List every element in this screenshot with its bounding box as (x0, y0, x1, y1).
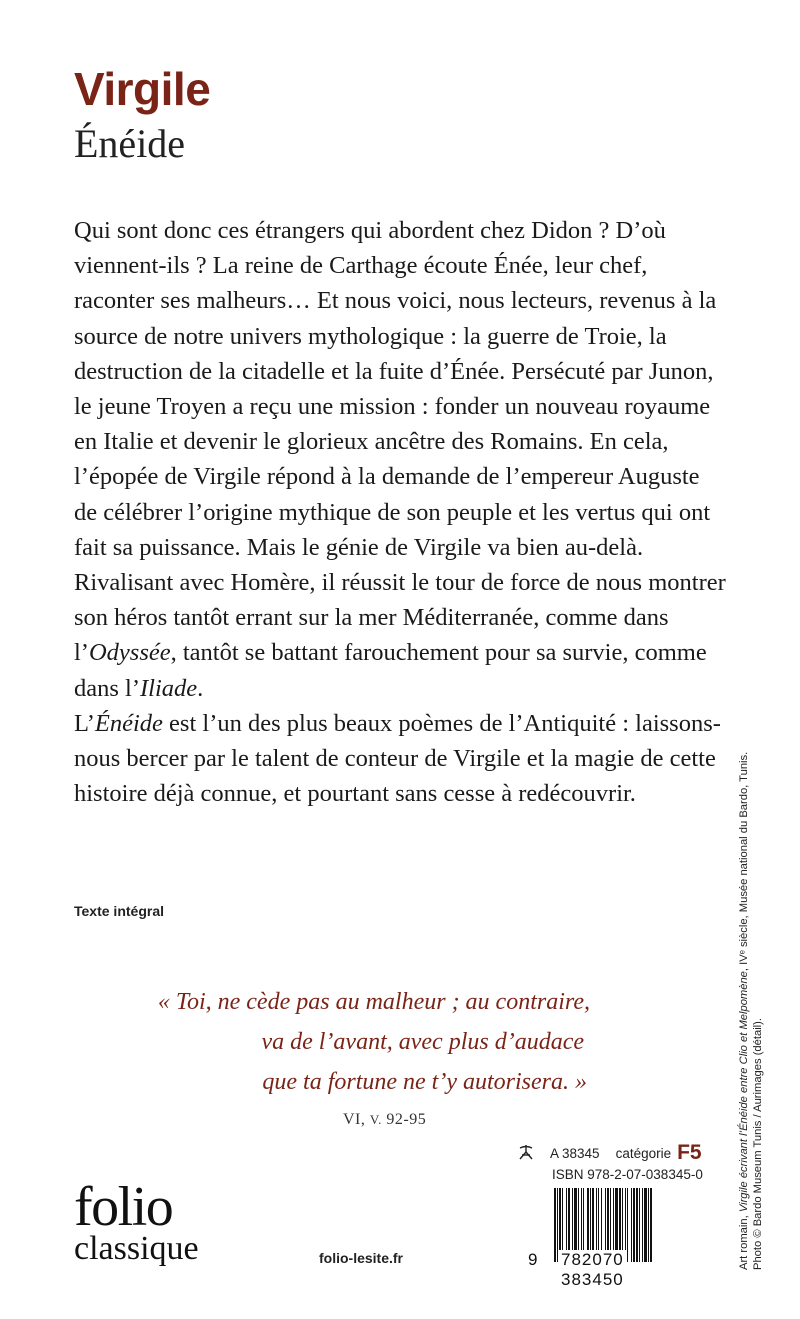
quote-reference (343, 1111, 426, 1129)
quote-ref-book: VI, (343, 1111, 370, 1128)
category-value: F5 (677, 1141, 702, 1164)
image-credit (737, 660, 765, 1270)
blurb-text (74, 213, 726, 811)
barcode-digits: 782070 383450 (561, 1250, 624, 1289)
iliade-title: Iliade (140, 674, 198, 702)
logo-folio: folio (74, 1176, 173, 1238)
credit-1b: Virgile écrivant l’Énéide entre Clio et Melpomène (738, 971, 750, 1213)
book-title: Énéide (74, 121, 186, 166)
catalog-number: A 38345 (550, 1145, 600, 1161)
blurb-p1b-text: , tantôt se battant farouchement pour sa survie, comme dans l’ (74, 639, 707, 702)
isbn: ISBN 978-2-07-038345-0 (552, 1167, 703, 1182)
gallimard-logo-icon (516, 1143, 538, 1164)
author-name: Virgile (74, 63, 211, 115)
blurb-paragraph-2 (74, 706, 726, 812)
credit-line-1 (737, 660, 751, 1270)
odyssee-title: Odyssée (88, 639, 171, 667)
folio-classique-logo (74, 1176, 199, 1269)
logo-classique: classique (74, 1230, 199, 1267)
epigraph-quote (0, 982, 590, 1102)
blurb-p2b-text: est l’un des plus beaux poèmes de l’Antiquité : laissons-nous bercer par le talent de conteur de Virgile et la magie de cette histoire déjà connue, et pourtant sans cesse à redécouvrir. (74, 709, 721, 808)
barcode-lead-digit: 9 (528, 1250, 539, 1269)
blurb-p1-text: Qui sont donc ces étrangers qui abordent chez Didon ? D’où viennent-ils ? La reine de Carthage écoute Énée, leur chef, raconter ses malheurs… Et nous voici, nous lecteurs, revenus à la source de notre univers mythologique : la guerre de Troie, la destruction de la citadelle et la fuite d’Énée. Persécuté par Junon, le jeune Troyen a reçu une mission : fonder un nouveau royaume en Italie et devenir le glorieux ancêtre des Romains. En cela, l’épopée de Virgile répond à la demande de l’empereur Auguste de célébrer l’origine mythique de son peuple et les vertus qui ont fait sa puissance. Mais le génie de Virgile va bien au-delà. Rivalisant avec Homère, il réussit le tour de force de nous montrer son héros tantôt errant sur la mer Méditerranée, comme dans l’ (74, 217, 726, 667)
quote-line-2: va de l’avant, avec plus d’audace (261, 1029, 584, 1055)
quote-ref-verse: V. (369, 1112, 382, 1127)
blurb-p1c-text: . (197, 674, 204, 702)
credit-line-2: Photo © Bardo Museum Tunis / Aurimages (détail). (752, 1018, 764, 1270)
quote-line-1: « Toi, ne cède pas au malheur ; au contraire, (157, 989, 590, 1015)
catalog-codes (516, 1142, 720, 1186)
eneide-title: Énéide (94, 709, 163, 737)
category-label: catégorie (615, 1145, 672, 1161)
blurb-p2a-text: L’ (74, 709, 95, 737)
website-url: folio-lesite.fr (319, 1250, 404, 1266)
credit-1c: , IVᵉ siècle, Musée national du Bardo, Tunis. (738, 751, 750, 972)
credit-1a: Art romain, (738, 1212, 750, 1270)
blurb-paragraph-1 (74, 213, 726, 706)
full-text-mention: Texte intégral (74, 903, 164, 919)
quote-ref-lines: 92-95 (381, 1111, 427, 1128)
quote-line-3: que ta fortune ne t’y autorisera. » (262, 1069, 587, 1095)
